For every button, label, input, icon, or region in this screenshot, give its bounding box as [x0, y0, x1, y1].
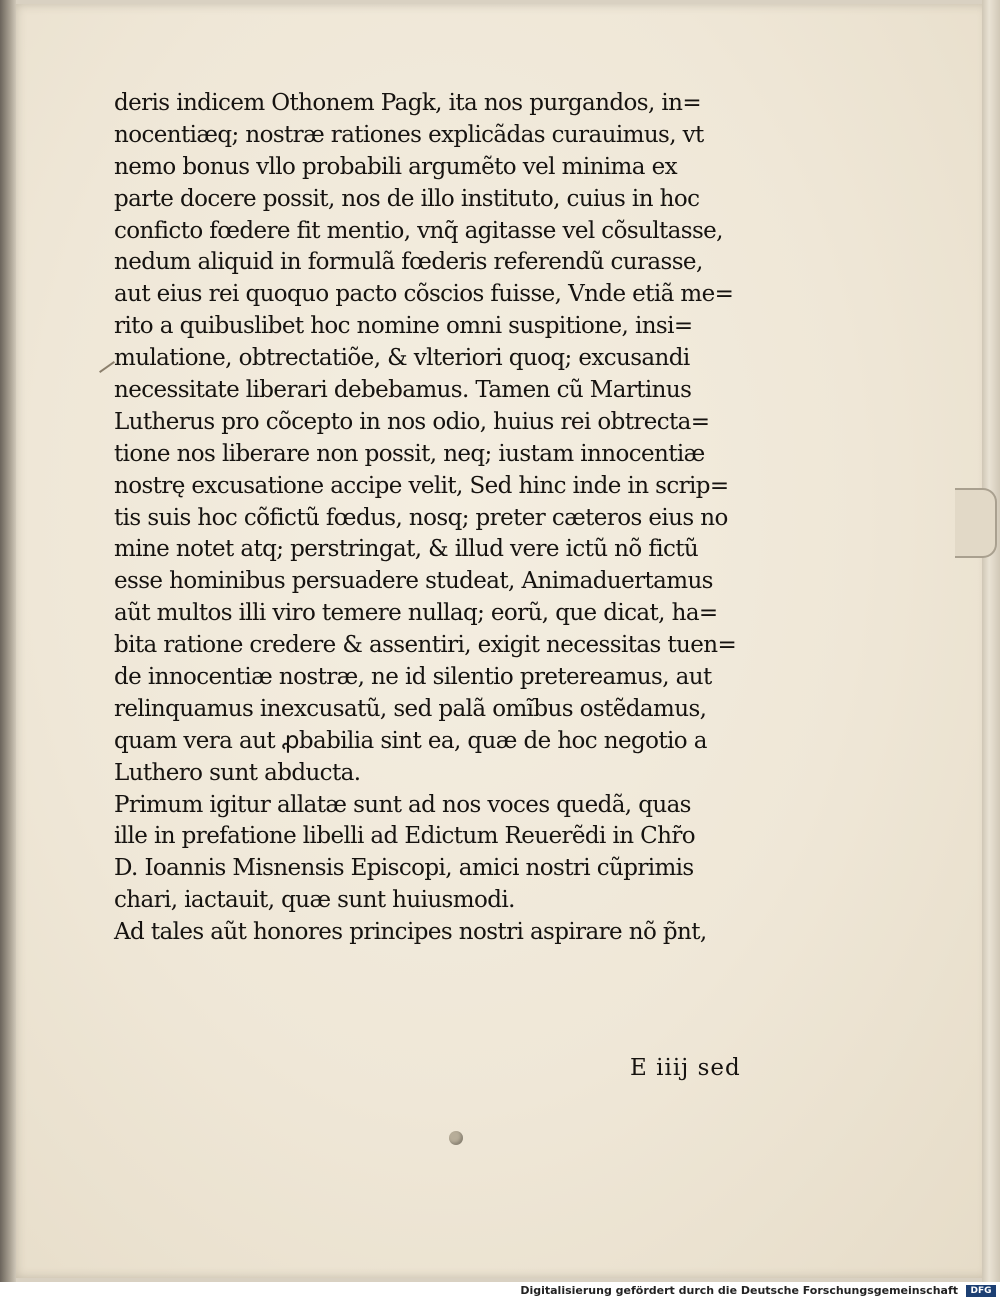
text-line: chari, iactauit, quæ sunt huiusmodi.	[114, 887, 515, 914]
text-line: de innocentiæ nostræ, ne id silentio pretereamus, aut	[114, 664, 712, 691]
bookmark-tab	[955, 488, 997, 558]
text-line: Luthero sunt abducta.	[114, 759, 361, 786]
text-line: Primum igitur allatæ sunt ad nos voces quedã, quas	[114, 791, 691, 818]
text-line: esse hominibus persuadere studeat, Animaduertamus	[114, 568, 713, 595]
text-line: tis suis hoc cõfictũ fœdus, nosq; preter cæteros eius no	[114, 504, 728, 531]
text-line: aut eius rei quoquo pacto cõscios fuisse, Vnde etiã me=	[114, 281, 734, 308]
text-line: bita ratione credere & assentiri, exigit necessitas tuen=	[114, 632, 737, 659]
text-line: nemo bonus vllo probabili argumẽto vel minima ex	[114, 153, 677, 180]
text-line: conficto fœdere fit mentio, vnq̃ agitasse vel cõsultasse,	[114, 217, 723, 244]
text-line: nocentiæq; nostræ rationes explicãdas curauimus, vt	[114, 121, 704, 148]
text-line: necessitate liberari debebamus. Tamen cũ Martinus	[114, 377, 692, 404]
text-line: Ad tales aũt honores principes nostri aspirare nõ p̃nt,	[114, 919, 707, 946]
signature-mark: E iiij sed	[630, 1055, 741, 1081]
body-text	[114, 88, 774, 949]
text-line: deris indicem Othonem Pagk, ita nos purgandos, in=	[114, 90, 702, 116]
text-line: ille in prefatione libelli ad Edictum Reuerẽdi in Chr̃o	[114, 823, 695, 850]
page-right-edge	[982, 0, 1000, 1282]
text-line: Lutherus pro cõcepto in nos odio, huius rei obtrecta=	[114, 408, 710, 435]
text-line: mine notet atq; perstringat, & illud vere ictũ nõ fictũ	[114, 536, 699, 563]
dfg-logo: DFG	[966, 1285, 996, 1297]
text-line: quam vera aut ꝓbabilia sint ea, quæ de hoc negotio a	[114, 727, 707, 754]
footer-bar	[0, 1282, 1000, 1300]
binding-edge	[0, 0, 16, 1282]
text-line: nedum aliquid in formulã fœderis referendũ curasse,	[114, 249, 703, 276]
text-line: rito a quibuslibet hoc nomine omni suspitione, insi=	[114, 313, 693, 340]
text-line: D. Ioannis Misnensis Episcopi, amici nostri cũprimis	[114, 855, 694, 882]
text-line: aũt multos illi viro temere nullaq; eorũ, que dicat, ha=	[114, 600, 718, 627]
text-line: mulatione, obtrectatiõe, & vlteriori quoq; excusandi	[114, 345, 690, 372]
text-line: parte docere possit, nos de illo instituto, cuius in hoc	[114, 185, 700, 212]
binding-hole	[449, 1131, 463, 1145]
text-line: nostrę excusatione accipe velit, Sed hinc inde in scrip=	[114, 472, 729, 499]
text-line: tione nos liberare non possit, neq; iustam innocentiæ	[114, 440, 705, 467]
text-line: relinquamus inexcusatũ, sed palã omĩbus ostẽdamus,	[114, 695, 707, 722]
funding-credit: Digitalisierung gefördert durch die Deutsche Forschungsgemeinschaft	[520, 1284, 958, 1297]
